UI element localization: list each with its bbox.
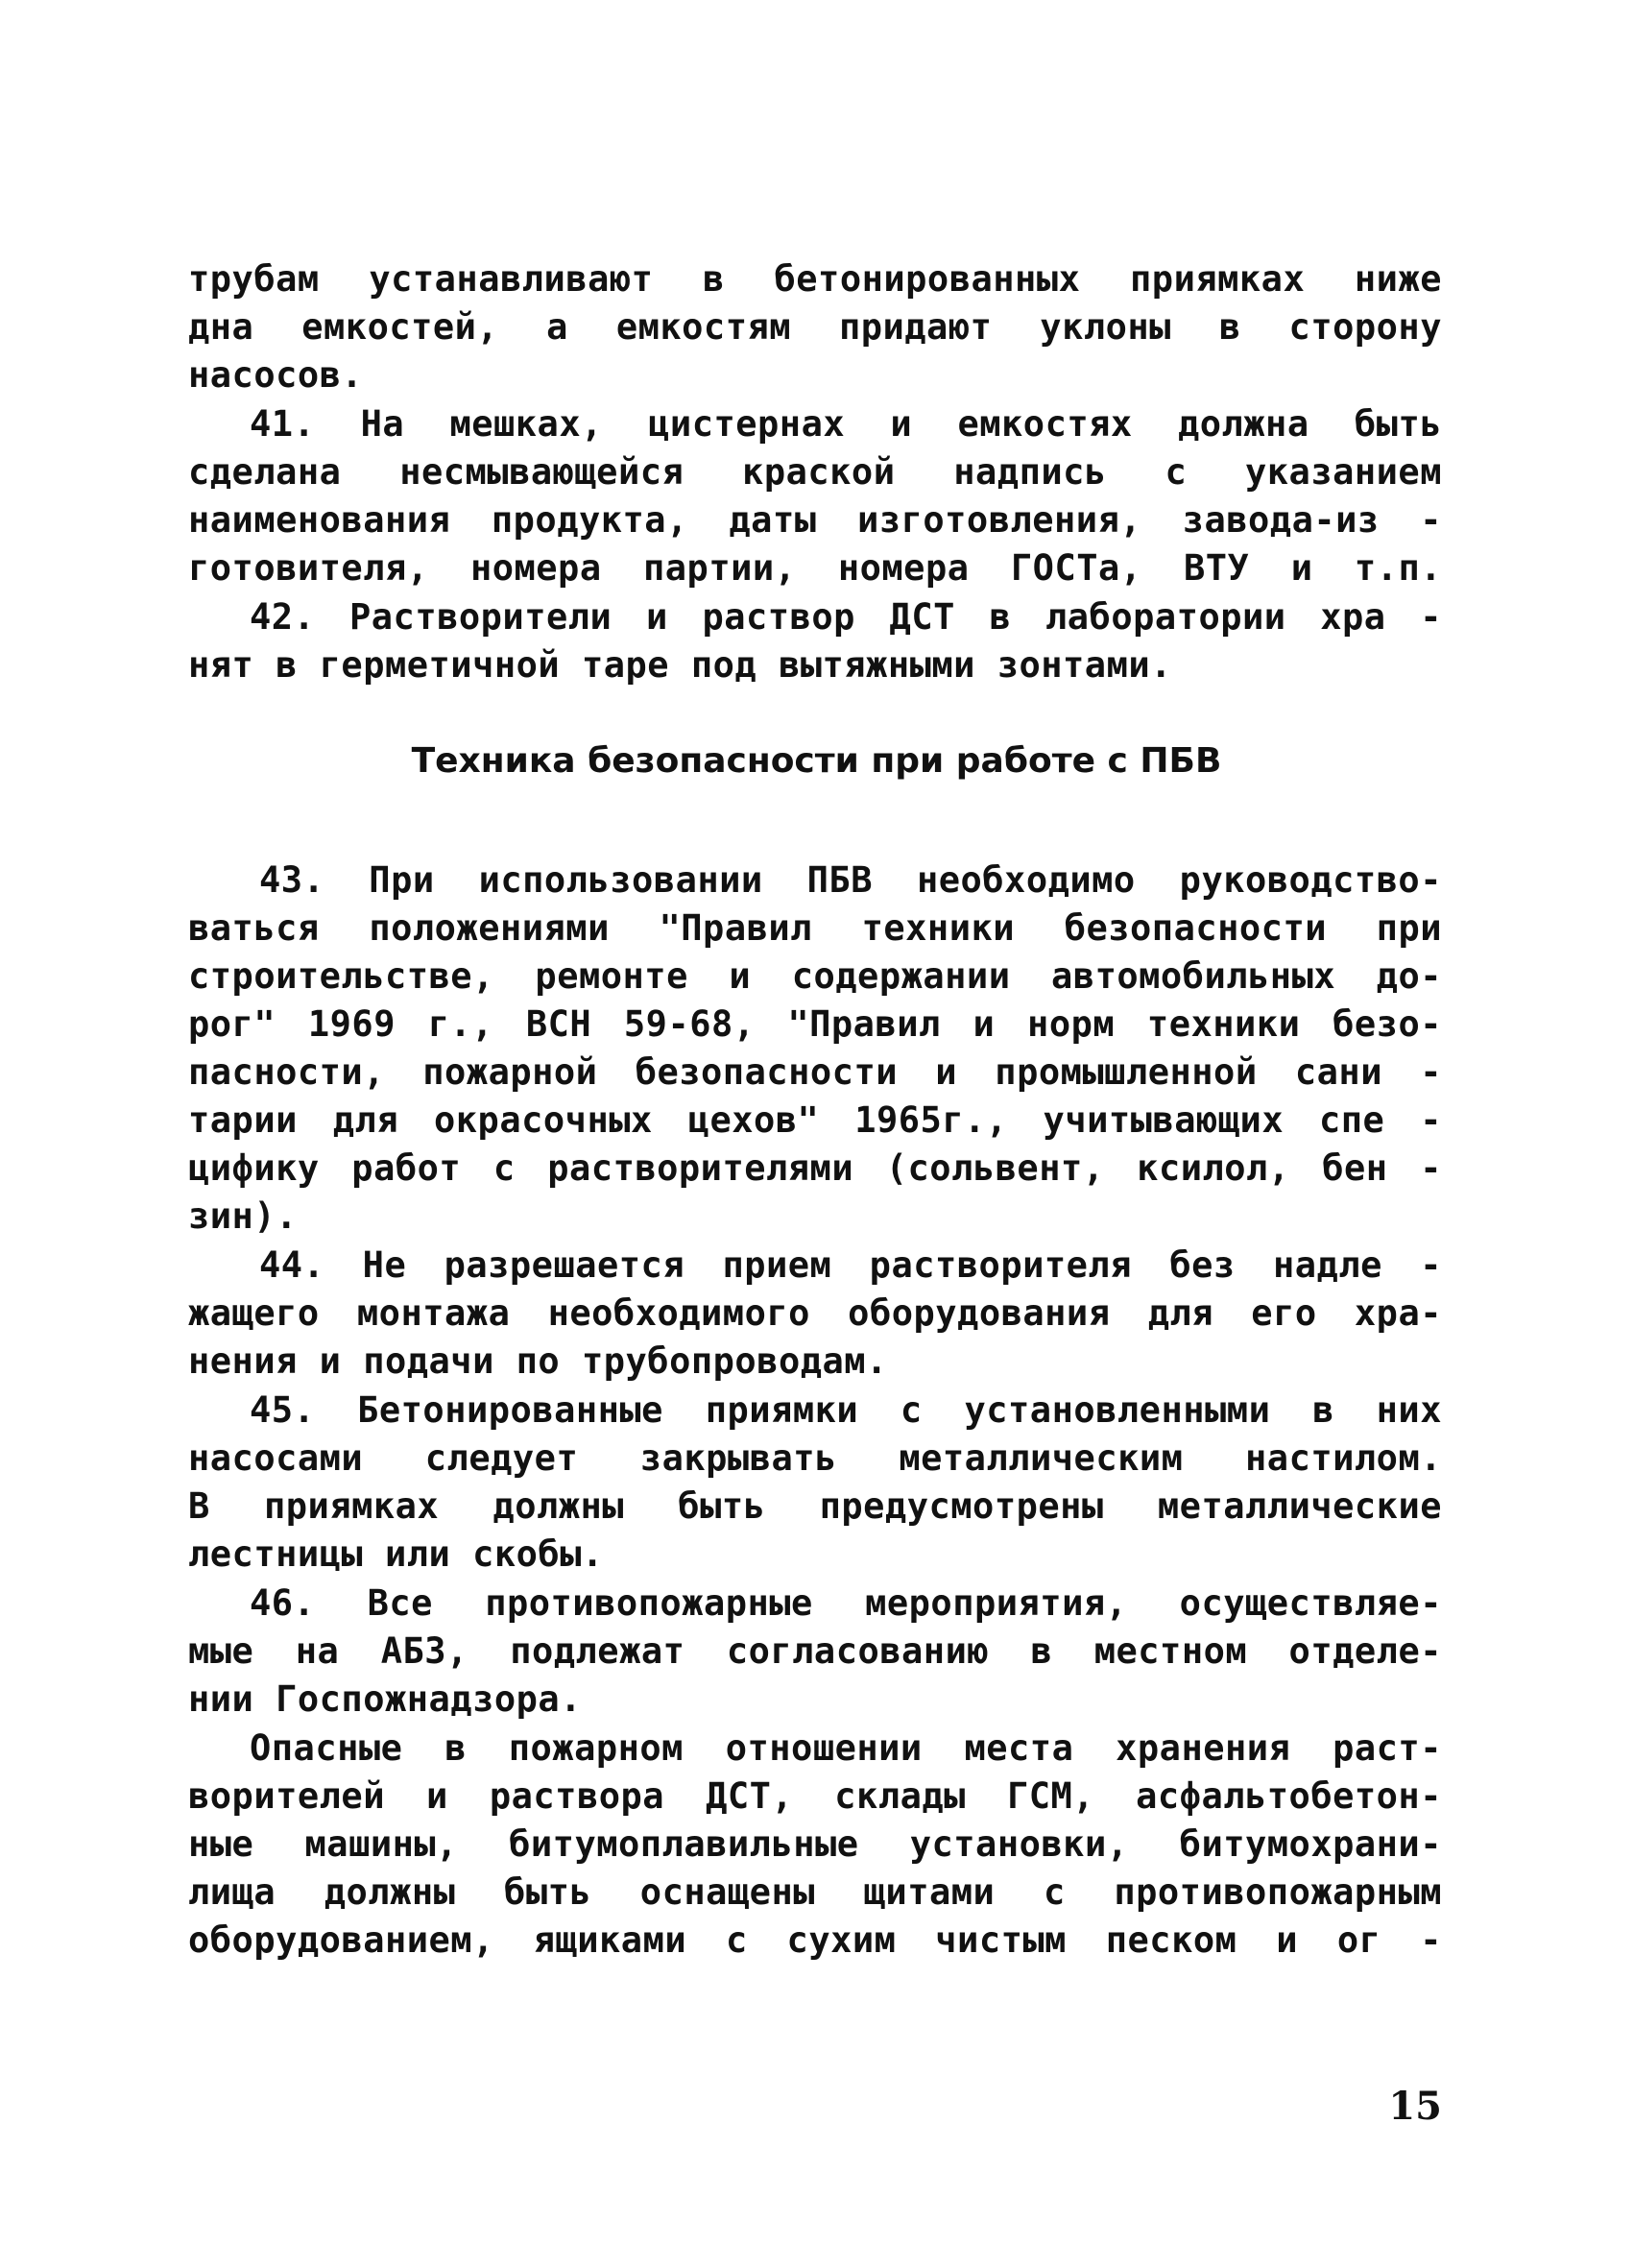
paragraph-46-line: 46. Все противопожарные мероприятия, осуществляе- <box>250 1582 1442 1624</box>
text-line: дна емкостей, а емкостям придают уклоны в сторону <box>188 306 1442 348</box>
paragraph-42-line: 42. Растворители и раствор ДСТ в лаборатории хра - <box>250 596 1442 638</box>
paragraph-47-line: Опасные в пожарном отношении места хранения раст- <box>250 1727 1442 1769</box>
paragraph-45-line: лестницы или скобы. <box>188 1533 604 1575</box>
paragraph-44-line: нения и подачи по трубопроводам. <box>188 1340 888 1382</box>
paragraph-45-line: В приямках должны быть предусмотрены металлические <box>188 1485 1442 1527</box>
paragraph-43-line: 43. При использовании ПБВ необходимо руководство- <box>259 859 1442 901</box>
paragraph-43-line: зин). <box>188 1195 298 1237</box>
paragraph-41-line: наименования продукта, даты изготовления, завода-из - <box>188 499 1442 541</box>
paragraph-41-line: сделана несмывающейся краской надпись с указанием <box>188 451 1442 493</box>
paragraph-41-line: готовителя, номера партии, номера ГОСТа, ВТУ и т.п. <box>188 547 1442 589</box>
paragraph-43-line: ваться положениями "Правил техники безопасности при <box>188 907 1442 949</box>
paragraph-45-line: насосами следует закрывать металлическим настилом. <box>188 1437 1442 1479</box>
paragraph-44-line: 44. Не разрешается прием растворителя без надле - <box>259 1244 1442 1286</box>
section-heading: Техника безопасности при работе с ПБВ <box>411 741 1222 781</box>
paragraph-43-line: строительстве, ремонте и содержании автомобильных до- <box>188 955 1442 997</box>
paragraph-47-line: лища должны быть оснащены щитами с противопожарным <box>188 1871 1442 1913</box>
paragraph-45-line: 45. Бетонированные приямки с установленными в них <box>250 1389 1442 1431</box>
paragraph-47-line: ные машины, битумоплавильные установки, битумохрани- <box>188 1823 1442 1865</box>
paragraph-43-line: рог" 1969 г., ВСН 59-68, "Правил и норм техники безо- <box>188 1003 1442 1045</box>
paragraph-47-line: ворителей и раствора ДСТ, склады ГСМ, асфальтобетон- <box>188 1775 1442 1817</box>
paragraph-42-line: нят в герметичной таре под вытяжными зонтами. <box>188 644 1172 686</box>
paragraph-43-line: цифику работ с растворителями (сольвент, ксилол, бен - <box>188 1147 1442 1189</box>
paragraph-43-line: тарии для окрасочных цехов" 1965г., учитывающих спе - <box>188 1099 1442 1141</box>
paragraph-46-line: нии Госпожнадзора. <box>188 1678 582 1720</box>
paragraph-41-line: 41. На мешках, цистернах и емкостях должна быть <box>250 403 1442 445</box>
paragraph-46-line: мые на АБЗ, подлежат согласованию в местном отделе- <box>188 1630 1442 1672</box>
paragraph-47-line: оборудованием, ящиками с сухим чистым песком и ог - <box>188 1919 1442 1961</box>
text-line: насосов. <box>188 354 364 396</box>
paragraph-43-line: пасности, пожарной безопасности и промышленной сани - <box>188 1051 1442 1093</box>
page-number: 15 <box>1388 2084 1442 2129</box>
text-line: трубам устанавливают в бетонированных приямках ниже <box>188 258 1442 300</box>
paragraph-44-line: жащего монтажа необходимого оборудования для его хра- <box>188 1292 1442 1334</box>
